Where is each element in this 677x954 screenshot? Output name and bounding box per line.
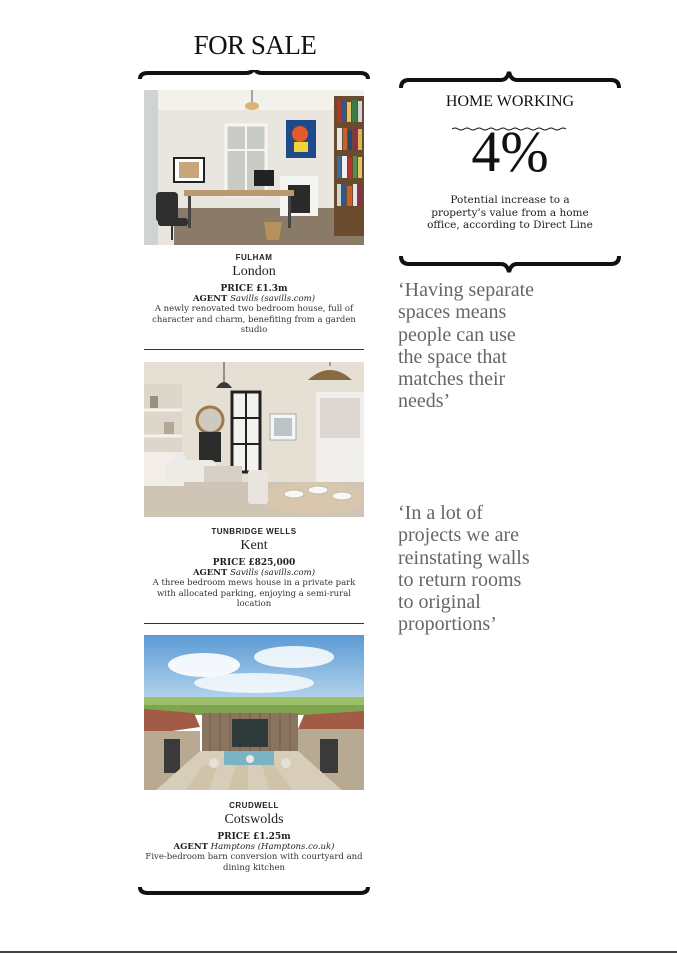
- listing-description: A newly renovated two bedroom house, full of character and charm, benefiting from a garden studio: [152, 304, 356, 335]
- listing-divider: [144, 349, 364, 350]
- listing-divider: [144, 623, 364, 624]
- barn-courtyard-exterior-photo: [144, 635, 364, 790]
- home-working-description: Potential increase to a property’s value from a home office, according to Direct Line: [427, 194, 593, 231]
- listing-region: London: [232, 264, 276, 279]
- home-working-title: HOME WORKING: [445, 93, 575, 110]
- listing-tunbridge-wells: [144, 527, 364, 610]
- listing-region: Cotswolds: [224, 812, 284, 827]
- bottom-rule: [0, 951, 677, 953]
- listing-agent: AGENT Savills (savills.com): [192, 294, 316, 304]
- home-office-interior-photo: [144, 90, 364, 245]
- listing-fulham: [144, 253, 364, 336]
- listing-price: PRICE £1.25m: [217, 832, 291, 842]
- listing-description: A three bedroom mews house in a private park with allocated parking, enjoying a semi-rural location: [152, 578, 356, 609]
- listing-region: Kent: [240, 538, 268, 553]
- listing-price: PRICE £825,000: [212, 558, 296, 568]
- pull-quote-separate-spaces: ‘Having separate spaces means people can use the space that matches their needs’: [398, 279, 535, 413]
- listing-area: TUNBRIDGE WELLS: [211, 527, 297, 536]
- listing-area: CRUDWELL: [229, 801, 279, 810]
- listing-price: PRICE £1.3m: [220, 284, 288, 294]
- listing-agent: AGENT Hamptons (Hamptons.co.uk): [173, 842, 335, 852]
- listing-crudwell: [144, 801, 364, 873]
- home-working-stat: 4%: [471, 119, 549, 184]
- listing-description: Five-bedroom barn conversion with courtyard and dining kitchen: [145, 852, 363, 873]
- pull-quote-reinstating-walls: ‘In a lot of projects we are reinstating walls to return rooms to original proportions’: [398, 502, 530, 636]
- for-sale-heading: FOR SALE: [193, 30, 317, 60]
- living-dining-room-photo: [144, 362, 364, 517]
- listing-agent: AGENT Savills (savills.com): [192, 568, 316, 578]
- listing-area: FULHAM: [235, 253, 273, 262]
